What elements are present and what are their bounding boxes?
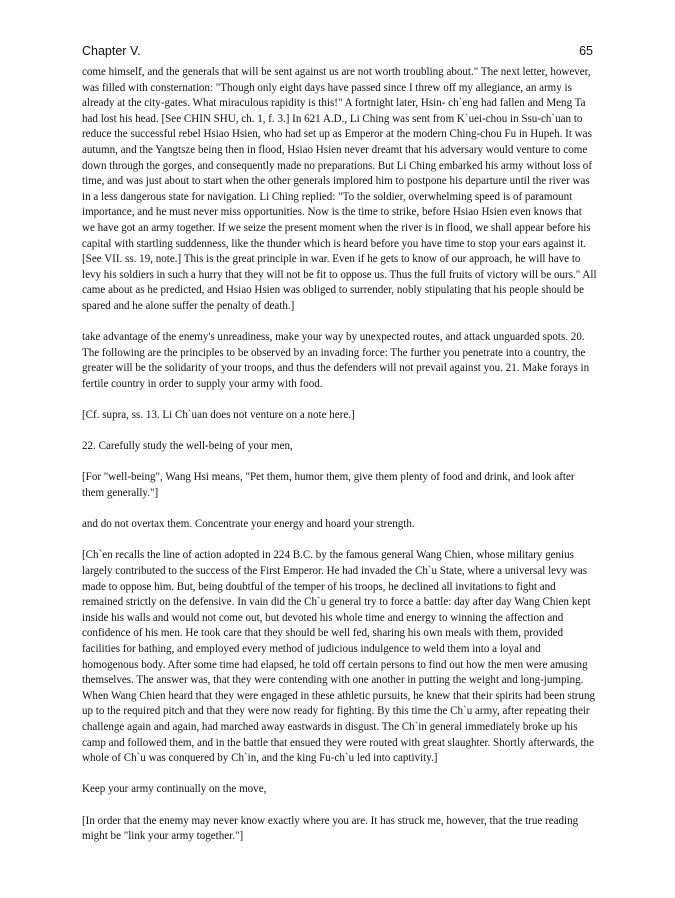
page-header: [82, 44, 593, 62]
page-number: 65: [579, 44, 593, 58]
paragraph: take advantage of the enemy's unreadiness, make your way by unexpected routes, and attack unguarded spots. 20. The following are the principles to be observed by an invading force: The further you penetrate into a country, the greater will be the solidarity of your troops, and thus the defenders will not prevail against you. 21. Make forays in fertile country in order to supply your army with food.: [82, 331, 590, 390]
paragraph: and do not overtax them. Concentrate your energy and hoard your strength.: [82, 518, 415, 531]
paragraph: [Cf. supra, ss. 13. Li Ch`uan does not venture on a note here.]: [82, 409, 355, 422]
paragraph: [In order that the enemy may never know exactly where you are. It has struck me, however, that the true reading might be "link your army together."]: [82, 814, 579, 843]
paragraph: [For "well-being", Wang Hsi means, "Pet them, humor them, give them plenty of food and drink, and look after them generally."]: [82, 471, 575, 500]
paragraph: [Ch`en recalls the line of action adopted in 224 B.C. by the famous general Wang Chien, whose military genius largely contributed to the success of the First Emperor. He had invaded the Ch`u State, where a universal levy was made to oppose him. But, being doubtful of the temper of his troops, he declined all invitations to fight and remained strictly on the defensive. In vain did the Ch`u general try to force a battle: day after day Wang Chien kept inside his walls and would not come out, but devoted his whole time and energy to winning the affection and confidence of his men. He took care that they should be well fed, sharing his own meals with them, provided facilities for bathing, and employed every method of judicious indulgence to weld them into a loyal and homogenous body. After some time had elapsed, he told off certain persons to find out how the men were amusing themselves. The answer was, that they were contending with one another in putting the weight and long-jumping. When Wang Chien heard that they were engaged in these athletic pursuits, he knew that their spirits had been strung up to the required pitch and that they were now ready for fighting. By this time the Ch`u army, after repeating their challenge again and again, had marched away eastwards in disgust. The Ch`in general immediately broke up his camp and followed them, and in the battle that ensued they were routed with great slaughter. Shortly afterwards, the whole of Ch`u was conquered by Ch`in, and the king Fu-ch`u led into captivity.]: [82, 549, 596, 765]
page-body: [82, 65, 597, 845]
paragraph: Keep your army continually on the move,: [82, 783, 267, 796]
paragraph: 22. Carefully study the well-being of your men,: [82, 440, 293, 453]
chapter-title: Chapter V.: [82, 44, 141, 58]
paragraph: come himself, and the generals that will be sent against us are not worth troubling about." The next letter, however, was filled with consternation: "Though only eight days have passed since I threw off my allegiance, an army is already at the city-gates. What miraculous rapidity is this!" A fortnight later, Hsin- ch`eng had fallen and Meng Ta had lost his head. [See CHIN SHU, ch. 1, f. 3.] In 621 A.D., Li Ching was sent from K`uei-chou in Ssu-ch`uan to reduce the successful rebel Hsiao Hsien, who had set up as Emperor at the modern Ching-chou Fu in Hupeh. It was autumn, and the Yangtsze being then in flood, Hsiao Hsien never dreamt that his adversary would venture to come down through the gorges, and consequently made no preparations. But Li Ching embarked his army without loss of time, and was just about to start when the other generals implored him to postpone his departure until the river was in a less dangerous state for navigation. Li Ching replied: "To the soldier, overwhelming speed is of paramount importance, and he must never miss opportunities. Now is the time to strike, before Hsiao Hsien even knows that we have got an army together. If we seize the present moment when the river is in flood, we shall appear before his capital with startling suddenness, like the thunder which is heard before you have time to stop your ears against it. [See VII. ss. 19, note.] This is the great principle in war. Even if he gets to know of our approach, he will have to levy his soldiers in such a hurry that they will not be fit to oppose us. Thus the full fruits of victory will be ours." All came about as he predicted, and Hsiao Hsien was obliged to surrender, nobly stipulating that his people should be spared and he alone suffer the penalty of death.]: [82, 66, 597, 312]
